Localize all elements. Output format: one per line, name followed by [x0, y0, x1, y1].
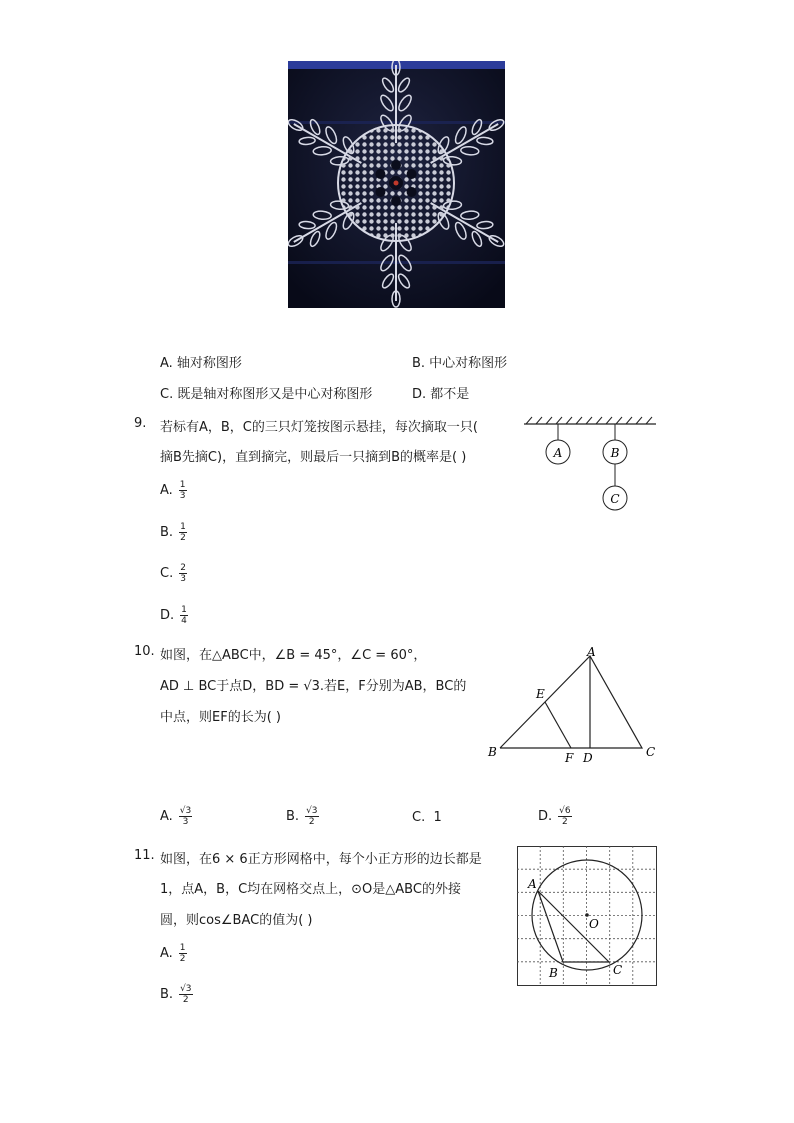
q10-text-line2: AD ⊥ BC于点D，BD = √3.若E，F分别为AB，BC的	[160, 679, 467, 694]
fraction: $\frac{√3}{3}$	[179, 806, 192, 827]
point-label-b: B	[549, 966, 558, 980]
point-label-a: A	[528, 877, 537, 891]
q9-lantern-figure	[520, 414, 660, 514]
q11-text-line2: 1，点A，B，C均在网格交点上，⊙O是△ABC的外接	[160, 882, 461, 897]
option-label: A.	[160, 946, 173, 961]
fraction: $\frac{√6}{2}$	[559, 806, 571, 827]
option-label: D.	[538, 809, 553, 824]
option-label: A.	[160, 809, 173, 824]
q8-option-a: A. 轴对称图形	[160, 356, 242, 371]
segment-ef	[545, 702, 571, 748]
q9-option-d	[160, 605, 188, 626]
fraction: $\frac{√3}{2}$	[180, 984, 192, 1005]
point-label-e: E	[536, 687, 545, 701]
q11-text-line3: 圆，则cos∠BAC的值为( )	[160, 913, 313, 928]
option-label: A.	[160, 483, 173, 498]
point-label-a: A	[587, 645, 596, 659]
option-label: B.	[160, 987, 174, 1002]
option-label: C.	[160, 566, 174, 581]
q9-number: 9.	[134, 416, 147, 431]
q9-text-line1: 若标有A，B，C的三只灯笼按图示悬挂，每次摘取一只(	[160, 420, 478, 435]
point-label-c: C	[646, 745, 656, 759]
option-value: 1	[433, 810, 442, 825]
q8-option-b: B. 中心对称图形	[412, 356, 508, 371]
q9-text-line2: 摘B先摘C)，直到摘完，则最后一只摘到B的概率是( )	[160, 450, 467, 465]
snowflake-photo	[288, 61, 505, 308]
lantern-label-b: B	[610, 446, 620, 460]
point-label-f: F	[565, 751, 574, 765]
q10-option-b	[286, 806, 319, 827]
q10-option-a	[160, 806, 192, 827]
lantern-label-a: A	[553, 446, 563, 460]
q8-option-d: D. 都不是	[412, 387, 470, 402]
point-label-o: O	[589, 917, 599, 931]
q11-number: 11.	[134, 848, 155, 863]
q10-text-line1: 如图，在△ABC中，∠B = 45°，∠C = 60°，	[160, 648, 427, 663]
fraction: $\frac{1}{4}$	[181, 605, 187, 626]
fraction: $\frac{√3}{2}$	[306, 806, 318, 827]
q10-option-d	[538, 806, 572, 827]
fraction: $\frac{1}{2}$	[179, 943, 186, 964]
q11-option-a	[160, 943, 187, 964]
q9-option-a	[160, 480, 187, 501]
q9-option-b	[160, 522, 187, 543]
lantern-label-c: C	[610, 492, 620, 506]
option-label: C.	[412, 810, 426, 825]
q8-option-c: C. 既是轴对称图形又是中心对称图形	[160, 387, 373, 402]
point-label-d: D	[583, 751, 593, 765]
option-label: B.	[160, 525, 174, 540]
fraction: $\frac{1}{3}$	[179, 480, 186, 501]
q10-number: 10.	[134, 644, 155, 659]
q9-option-c	[160, 563, 187, 584]
triangle-abc	[500, 656, 642, 748]
q11-option-b	[160, 984, 193, 1005]
point-label-c: C	[613, 963, 623, 977]
q10-triangle-figure	[484, 642, 664, 768]
option-label: B.	[286, 809, 300, 824]
q11-grid-figure	[517, 846, 658, 987]
fraction: $\frac{2}{3}$	[180, 563, 186, 584]
q10-option-c	[412, 810, 442, 825]
q11-text-line1: 如图，在6 × 6正方形网格中，每个小正方形的边长都是	[160, 852, 482, 867]
q10-text-line3: 中点，则EF的长为( )	[160, 710, 281, 725]
point-label-b: B	[488, 745, 497, 759]
option-label: D.	[160, 608, 175, 623]
fraction: $\frac{1}{2}$	[180, 522, 186, 543]
